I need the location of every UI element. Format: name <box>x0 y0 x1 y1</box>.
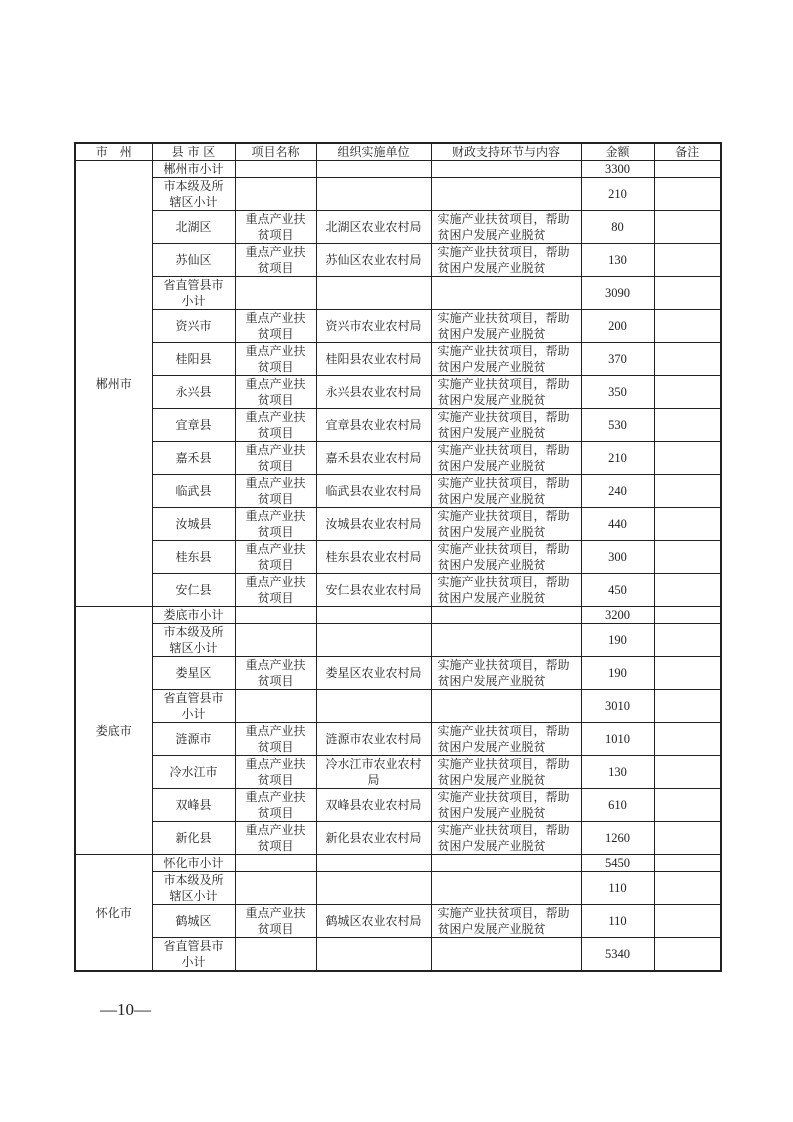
content-cell <box>431 624 581 657</box>
project-cell: 重点产业扶贫项目 <box>235 310 316 343</box>
header-unit: 组织实施单位 <box>316 143 431 161</box>
unit-cell: 嘉禾县农业农村局 <box>316 442 431 475</box>
county-cell: 市本级及所辖区小计 <box>152 624 235 657</box>
note-cell <box>654 161 721 178</box>
project-cell <box>235 872 316 905</box>
content-cell: 实施产业扶贫项目，帮助贫困户发展产业脱贫 <box>431 574 581 607</box>
table-row <box>75 211 721 244</box>
table-row <box>75 690 721 723</box>
note-cell <box>654 211 721 244</box>
note-cell <box>654 723 721 756</box>
project-cell: 重点产业扶贫项目 <box>235 442 316 475</box>
project-cell: 重点产业扶贫项目 <box>235 723 316 756</box>
project-cell: 重点产业扶贫项目 <box>235 244 316 277</box>
project-cell: 重点产业扶贫项目 <box>235 343 316 376</box>
unit-cell <box>316 607 431 624</box>
note-cell <box>654 938 721 972</box>
table-row <box>75 607 721 624</box>
project-cell: 重点产业扶贫项目 <box>235 211 316 244</box>
project-cell: 重点产业扶贫项目 <box>235 822 316 855</box>
unit-cell <box>316 178 431 211</box>
amount-cell: 5450 <box>581 855 654 872</box>
project-cell: 重点产业扶贫项目 <box>235 756 316 789</box>
unit-cell: 安仁县农业农村局 <box>316 574 431 607</box>
project-cell <box>235 277 316 310</box>
amount-cell: 440 <box>581 508 654 541</box>
project-cell <box>235 178 316 211</box>
table-row <box>75 277 721 310</box>
table-row <box>75 624 721 657</box>
content-cell: 实施产业扶贫项目，帮助贫困户发展产业脱贫 <box>431 376 581 409</box>
county-cell: 省直管县市小计 <box>152 938 235 972</box>
unit-cell <box>316 872 431 905</box>
table-row <box>75 178 721 211</box>
content-cell: 实施产业扶贫项目，帮助贫困户发展产业脱贫 <box>431 508 581 541</box>
content-cell: 实施产业扶贫项目，帮助贫困户发展产业脱贫 <box>431 723 581 756</box>
table-row <box>75 574 721 607</box>
project-cell <box>235 161 316 178</box>
county-cell: 北湖区 <box>152 211 235 244</box>
note-cell <box>654 872 721 905</box>
table-row <box>75 508 721 541</box>
amount-cell: 610 <box>581 789 654 822</box>
content-cell <box>431 855 581 872</box>
content-cell: 实施产业扶贫项目，帮助贫困户发展产业脱贫 <box>431 475 581 508</box>
table-row <box>75 855 721 872</box>
content-cell: 实施产业扶贫项目，帮助贫困户发展产业脱贫 <box>431 244 581 277</box>
unit-cell <box>316 161 431 178</box>
note-cell <box>654 541 721 574</box>
unit-cell: 苏仙区农业农村局 <box>316 244 431 277</box>
unit-cell <box>316 855 431 872</box>
content-cell: 实施产业扶贫项目，帮助贫困户发展产业脱贫 <box>431 789 581 822</box>
content-cell: 实施产业扶贫项目，帮助贫困户发展产业脱贫 <box>431 343 581 376</box>
unit-cell <box>316 624 431 657</box>
county-cell: 娄底市小计 <box>152 607 235 624</box>
amount-cell: 80 <box>581 211 654 244</box>
county-cell: 永兴县 <box>152 376 235 409</box>
unit-cell: 北湖区农业农村局 <box>316 211 431 244</box>
amount-cell: 200 <box>581 310 654 343</box>
table-row <box>75 376 721 409</box>
content-cell <box>431 277 581 310</box>
county-cell: 市本级及所辖区小计 <box>152 178 235 211</box>
unit-cell <box>316 277 431 310</box>
project-cell <box>235 624 316 657</box>
table-row <box>75 905 721 938</box>
unit-cell: 汝城县农业农村局 <box>316 508 431 541</box>
amount-cell: 210 <box>581 442 654 475</box>
header-project: 项目名称 <box>235 143 316 161</box>
table-row <box>75 442 721 475</box>
note-cell <box>654 822 721 855</box>
table-row <box>75 938 721 972</box>
note-cell <box>654 343 721 376</box>
unit-cell: 桂东县农业农村局 <box>316 541 431 574</box>
amount-cell: 210 <box>581 178 654 211</box>
amount-cell: 130 <box>581 756 654 789</box>
note-cell <box>654 178 721 211</box>
project-cell <box>235 855 316 872</box>
project-cell <box>235 938 316 972</box>
table-row <box>75 822 721 855</box>
header-note: 备注 <box>654 143 721 161</box>
note-cell <box>654 905 721 938</box>
unit-cell: 宜章县农业农村局 <box>316 409 431 442</box>
content-cell <box>431 872 581 905</box>
unit-cell: 娄星区农业农村局 <box>316 657 431 690</box>
table-row <box>75 244 721 277</box>
project-cell: 重点产业扶贫项目 <box>235 475 316 508</box>
county-cell: 桂阳县 <box>152 343 235 376</box>
table-header-row <box>75 143 721 161</box>
amount-cell: 450 <box>581 574 654 607</box>
note-cell <box>654 508 721 541</box>
project-cell: 重点产业扶贫项目 <box>235 657 316 690</box>
city-cell: 郴州市 <box>75 161 152 607</box>
unit-cell: 鹤城区农业农村局 <box>316 905 431 938</box>
unit-cell: 永兴县农业农村局 <box>316 376 431 409</box>
table-row <box>75 310 721 343</box>
note-cell <box>654 376 721 409</box>
header-city: 市 州 <box>75 143 152 161</box>
table-row <box>75 409 721 442</box>
project-cell: 重点产业扶贫项目 <box>235 789 316 822</box>
content-cell <box>431 690 581 723</box>
table-row <box>75 872 721 905</box>
header-content: 财政支持环节与内容 <box>431 143 581 161</box>
note-cell <box>654 855 721 872</box>
note-cell <box>654 244 721 277</box>
note-cell <box>654 690 721 723</box>
county-cell: 双峰县 <box>152 789 235 822</box>
unit-cell: 新化县农业农村局 <box>316 822 431 855</box>
county-cell: 冷水江市 <box>152 756 235 789</box>
amount-cell: 1010 <box>581 723 654 756</box>
amount-cell: 190 <box>581 657 654 690</box>
county-cell: 怀化市小计 <box>152 855 235 872</box>
content-cell: 实施产业扶贫项目，帮助贫困户发展产业脱贫 <box>431 541 581 574</box>
note-cell <box>654 310 721 343</box>
unit-cell: 涟源市农业农村局 <box>316 723 431 756</box>
amount-cell: 190 <box>581 624 654 657</box>
amount-cell: 3300 <box>581 161 654 178</box>
unit-cell: 冷水江市农业农村局 <box>316 756 431 789</box>
county-cell: 汝城县 <box>152 508 235 541</box>
amount-cell: 350 <box>581 376 654 409</box>
note-cell <box>654 607 721 624</box>
content-cell: 实施产业扶贫项目，帮助贫困户发展产业脱贫 <box>431 756 581 789</box>
amount-cell: 1260 <box>581 822 654 855</box>
project-cell <box>235 690 316 723</box>
amount-cell: 3200 <box>581 607 654 624</box>
amount-cell: 240 <box>581 475 654 508</box>
county-cell: 宜章县 <box>152 409 235 442</box>
project-cell: 重点产业扶贫项目 <box>235 508 316 541</box>
county-cell: 省直管县市小计 <box>152 690 235 723</box>
county-cell: 郴州市小计 <box>152 161 235 178</box>
project-cell <box>235 607 316 624</box>
note-cell <box>654 475 721 508</box>
funding-table <box>74 142 722 972</box>
table-row <box>75 723 721 756</box>
county-cell: 涟源市 <box>152 723 235 756</box>
project-cell: 重点产业扶贫项目 <box>235 409 316 442</box>
county-cell: 新化县 <box>152 822 235 855</box>
content-cell <box>431 178 581 211</box>
county-cell: 苏仙区 <box>152 244 235 277</box>
unit-cell <box>316 938 431 972</box>
note-cell <box>654 657 721 690</box>
note-cell <box>654 574 721 607</box>
unit-cell: 双峰县农业农村局 <box>316 789 431 822</box>
table-row <box>75 756 721 789</box>
county-cell: 市本级及所辖区小计 <box>152 872 235 905</box>
content-cell: 实施产业扶贫项目，帮助贫困户发展产业脱贫 <box>431 409 581 442</box>
content-cell: 实施产业扶贫项目，帮助贫困户发展产业脱贫 <box>431 442 581 475</box>
amount-cell: 3090 <box>581 277 654 310</box>
content-cell: 实施产业扶贫项目，帮助贫困户发展产业脱贫 <box>431 905 581 938</box>
note-cell <box>654 409 721 442</box>
table-row <box>75 343 721 376</box>
page-number: —10— <box>100 1000 151 1019</box>
table-row <box>75 657 721 690</box>
amount-cell: 370 <box>581 343 654 376</box>
amount-cell: 110 <box>581 905 654 938</box>
content-cell: 实施产业扶贫项目，帮助贫困户发展产业脱贫 <box>431 211 581 244</box>
content-cell: 实施产业扶贫项目，帮助贫困户发展产业脱贫 <box>431 822 581 855</box>
project-cell: 重点产业扶贫项目 <box>235 541 316 574</box>
amount-cell: 110 <box>581 872 654 905</box>
content-cell: 实施产业扶贫项目，帮助贫困户发展产业脱贫 <box>431 657 581 690</box>
county-cell: 鹤城区 <box>152 905 235 938</box>
unit-cell: 临武县农业农村局 <box>316 475 431 508</box>
unit-cell: 桂阳县农业农村局 <box>316 343 431 376</box>
project-cell: 重点产业扶贫项目 <box>235 905 316 938</box>
content-cell: 实施产业扶贫项目，帮助贫困户发展产业脱贫 <box>431 310 581 343</box>
county-cell: 桂东县 <box>152 541 235 574</box>
project-cell: 重点产业扶贫项目 <box>235 376 316 409</box>
note-cell <box>654 756 721 789</box>
unit-cell <box>316 690 431 723</box>
table-row <box>75 789 721 822</box>
county-cell: 省直管县市小计 <box>152 277 235 310</box>
amount-cell: 530 <box>581 409 654 442</box>
amount-cell: 5340 <box>581 938 654 972</box>
city-cell: 怀化市 <box>75 855 152 972</box>
table-row <box>75 541 721 574</box>
content-cell <box>431 607 581 624</box>
amount-cell: 3010 <box>581 690 654 723</box>
note-cell <box>654 789 721 822</box>
content-cell <box>431 161 581 178</box>
county-cell: 安仁县 <box>152 574 235 607</box>
content-cell <box>431 938 581 972</box>
county-cell: 资兴市 <box>152 310 235 343</box>
project-cell: 重点产业扶贫项目 <box>235 574 316 607</box>
amount-cell: 130 <box>581 244 654 277</box>
county-cell: 嘉禾县 <box>152 442 235 475</box>
table-row <box>75 475 721 508</box>
county-cell: 临武县 <box>152 475 235 508</box>
table-body <box>75 161 721 972</box>
note-cell <box>654 277 721 310</box>
table-row <box>75 161 721 178</box>
note-cell <box>654 624 721 657</box>
note-cell <box>654 442 721 475</box>
header-amount: 金额 <box>581 143 654 161</box>
amount-cell: 300 <box>581 541 654 574</box>
city-cell: 娄底市 <box>75 607 152 855</box>
county-cell: 娄星区 <box>152 657 235 690</box>
header-county: 县 市 区 <box>152 143 235 161</box>
unit-cell: 资兴市农业农村局 <box>316 310 431 343</box>
